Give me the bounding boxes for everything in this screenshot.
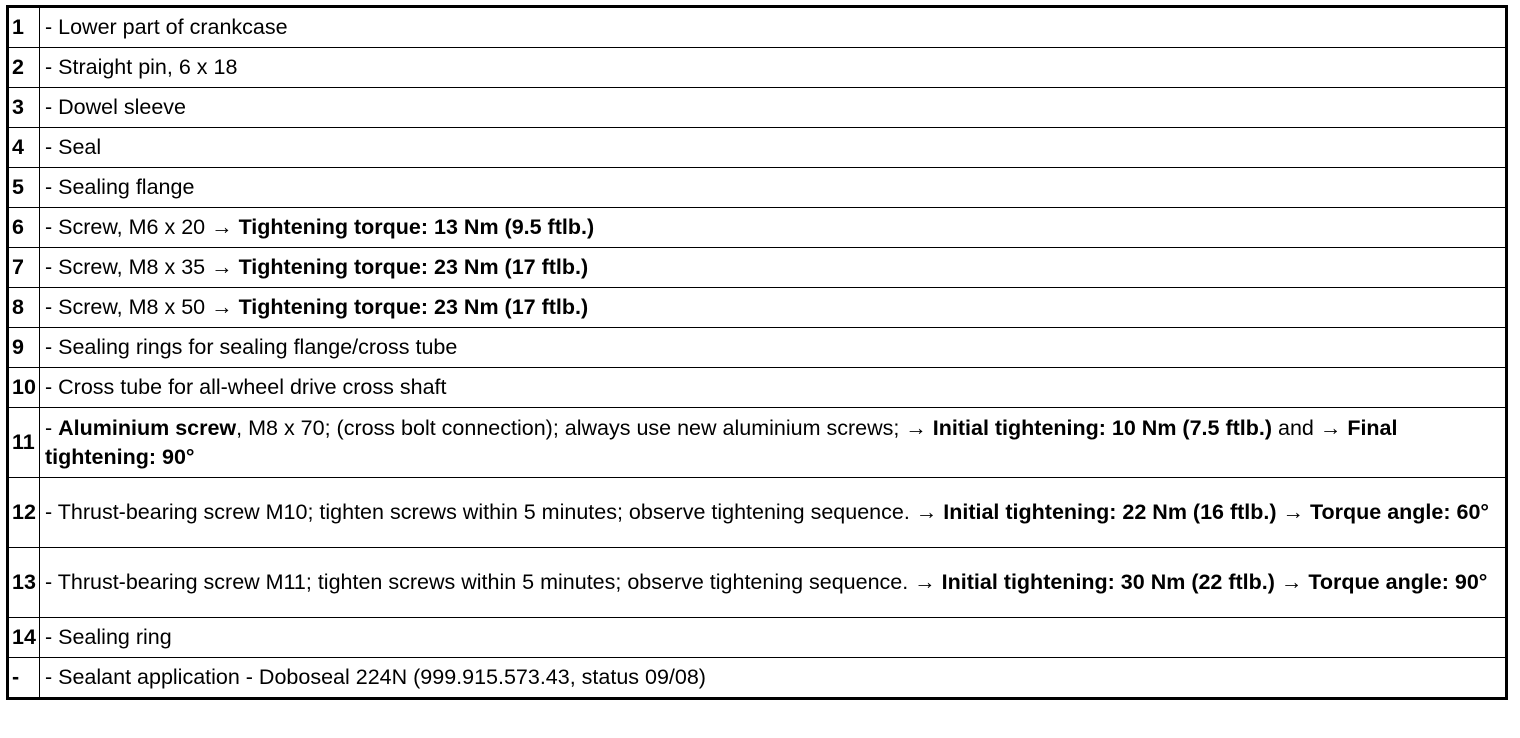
description-text: - Thrust-bearing screw M10; tighten screws within 5 minutes; observe tightening sequence. → — [45, 500, 944, 524]
item-number: 6 — [8, 208, 40, 248]
table-row — [8, 7, 1507, 48]
table-row — [8, 618, 1507, 658]
item-description — [40, 288, 1507, 328]
description-text: - Lower part of crankcase — [45, 15, 288, 39]
item-number: 9 — [8, 328, 40, 368]
spec-emphasis: Aluminium screw — [58, 415, 237, 440]
table-row — [8, 288, 1507, 328]
parts-table — [6, 5, 1508, 700]
spec-emphasis: Tightening torque: 23 Nm (17 ftlb.) — [238, 295, 589, 319]
item-description — [40, 88, 1507, 128]
item-description — [40, 248, 1507, 288]
description-text: - Sealing rings for sealing flange/cross tube — [45, 335, 458, 359]
description-text: - Cross tube for all-wheel drive cross shaft — [45, 375, 447, 399]
item-description — [40, 368, 1507, 408]
description-text: - Straight pin, 6 x 18 — [45, 55, 238, 79]
description-text: - Dowel sleeve — [45, 95, 186, 119]
description-text: - Seal — [45, 135, 102, 159]
item-description — [40, 408, 1507, 478]
description-text: → — [1276, 500, 1310, 524]
item-description — [40, 548, 1507, 618]
spec-emphasis: Final tightening: 90° — [45, 415, 1398, 469]
table-row — [8, 88, 1507, 128]
item-description — [40, 48, 1507, 88]
description-text: - Screw, M6 x 20 → — [45, 215, 239, 239]
table-row — [8, 168, 1507, 208]
spec-emphasis: Initial tightening: 10 Nm (7.5 ftlb.) — [932, 415, 1273, 440]
item-number: 10 — [8, 368, 40, 408]
spec-emphasis: Tightening torque: 23 Nm (17 ftlb.) — [238, 255, 589, 279]
description-text: - Sealing flange — [45, 175, 195, 199]
spec-emphasis: Torque angle: 60° — [1309, 500, 1490, 524]
item-number: 1 — [8, 7, 40, 48]
table-row — [8, 478, 1507, 548]
description-text: - Sealant application - Doboseal 224N (999.915.573.43, status 09/08) — [45, 665, 706, 689]
item-number: 2 — [8, 48, 40, 88]
item-number: 14 — [8, 618, 40, 658]
item-number: 11 — [8, 408, 40, 478]
description-text: , M8 x 70; (cross bolt connection); always use new aluminium screws; → — [236, 415, 933, 440]
item-number: 7 — [8, 248, 40, 288]
table-row — [8, 368, 1507, 408]
item-description — [40, 168, 1507, 208]
item-number: 3 — [8, 88, 40, 128]
item-description — [40, 208, 1507, 248]
spec-emphasis: Initial tightening: 30 Nm (22 ftlb.) — [941, 570, 1275, 594]
item-number: 4 — [8, 128, 40, 168]
item-description — [40, 658, 1507, 699]
description-text: - Sealing ring — [45, 625, 172, 649]
description-text: - — [45, 415, 59, 440]
table-row — [8, 408, 1507, 478]
table-row — [8, 248, 1507, 288]
item-description — [40, 7, 1507, 48]
table-row — [8, 328, 1507, 368]
description-text: - Screw, M8 x 50 → — [45, 295, 239, 319]
table-row — [8, 128, 1507, 168]
spec-emphasis: Tightening torque: 13 Nm (9.5 ftlb.) — [238, 215, 595, 239]
item-description — [40, 478, 1507, 548]
spec-emphasis: Initial tightening: 22 Nm (16 ftlb.) — [943, 500, 1277, 524]
item-number: 13 — [8, 548, 40, 618]
description-text: - Screw, M8 x 35 → — [45, 255, 239, 279]
item-number: 5 — [8, 168, 40, 208]
description-text: → — [1274, 570, 1309, 594]
item-description — [40, 128, 1507, 168]
table-row — [8, 208, 1507, 248]
description-text: and → — [1272, 415, 1348, 440]
item-number: 8 — [8, 288, 40, 328]
item-number: - — [8, 658, 40, 699]
item-description — [40, 328, 1507, 368]
item-number: 12 — [8, 478, 40, 548]
table-row — [8, 658, 1507, 699]
spec-emphasis: Torque angle: 90° — [1308, 570, 1488, 594]
description-text: - Thrust-bearing screw M11; tighten screws within 5 minutes; observe tightening sequence. → — [45, 570, 942, 594]
table-row — [8, 548, 1507, 618]
item-description — [40, 618, 1507, 658]
table-row — [8, 48, 1507, 88]
parts-table-body — [8, 7, 1507, 699]
